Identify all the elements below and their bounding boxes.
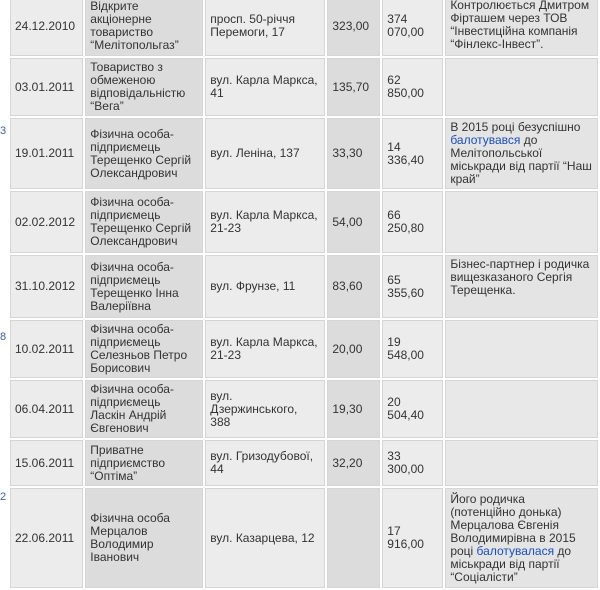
note-cell [445, 191, 598, 253]
table-row [10, 440, 598, 486]
address-cell: вул. Дзержинського, 388 [205, 380, 325, 438]
area-cell: 54,00 [327, 191, 380, 253]
area-cell: 20,00 [327, 320, 380, 378]
note-link[interactable]: балотувався [450, 133, 521, 147]
date-cell: 22.06.2011 [10, 488, 83, 588]
date-cell: 19.01.2011 [10, 118, 83, 189]
date-cell: 06.04.2011 [10, 380, 83, 438]
area-cell: 19,30 [327, 380, 380, 438]
price-cell: 17 916,00 [382, 488, 443, 588]
address-cell: вул. Карла Маркса, 21-23 [205, 191, 325, 253]
note-cell [445, 488, 598, 588]
address-cell: вул. Гризодубової, 44 [205, 440, 325, 486]
date-cell: 10.02.2011 [10, 320, 83, 378]
date-cell: 24.12.2010 [10, 0, 83, 56]
price-cell: 374 070,00 [382, 0, 443, 56]
date-cell: 15.06.2011 [10, 440, 83, 486]
note-text: В 2015 році безуспішно [450, 120, 581, 134]
table-row [10, 380, 598, 438]
area-cell: 83,60 [327, 255, 380, 318]
price-cell: 14 336,40 [382, 118, 443, 189]
address-cell: вул. Леніна, 137 [205, 118, 325, 189]
table-row [10, 118, 598, 189]
note-cell [445, 255, 598, 318]
address-cell: вул. Карла Маркса, 41 [205, 58, 325, 116]
note-cell [445, 440, 598, 486]
table-row [10, 191, 598, 253]
area-cell: 135,70 [327, 58, 380, 116]
note-cell [445, 118, 598, 189]
owner-cell: Фізична особа-підприємець Терещенко Інна Валеріївна [85, 255, 203, 318]
date-cell: 02.02.2012 [10, 191, 83, 253]
area-cell: 323,00 [327, 0, 380, 56]
owner-cell: Фізична особа-підприємець Терещенко Сергій Олександрович [85, 191, 203, 253]
gutter-mark: 2 [0, 491, 7, 503]
note-cell [445, 58, 598, 116]
address-cell: вул. Фрунзе, 11 [205, 255, 325, 318]
owner-cell: Фізична особа-підприємець Терещенко Сергій Олександрович [85, 118, 203, 189]
note-text: Контролюється Дмитром Фірташем через ТОВ “Інвестиційна компанія “Фінлекс-Інвест”. [450, 0, 590, 51]
price-cell: 20 504,40 [382, 380, 443, 438]
note-cell [445, 320, 598, 378]
property-table [8, 0, 600, 590]
price-cell: 65 355,60 [382, 255, 443, 318]
note-text-after: до міськради від партії “Соціалісти” [450, 543, 572, 584]
price-cell: 19 548,00 [382, 320, 443, 378]
owner-cell: Товариство з обмеженою відповідальністю “Вега” [85, 58, 203, 116]
area-cell: 33,30 [327, 118, 380, 189]
owner-cell: Відкрите акціонерне товариство “Мелітопольгаз” [85, 0, 203, 56]
note-cell [445, 0, 598, 56]
price-cell: 33 300,00 [382, 440, 443, 486]
note-cell [445, 380, 598, 438]
note-text: Бізнес-партнер і родичка вищезказаного Сергія Терещенка. [450, 257, 590, 297]
date-cell: 31.10.2012 [10, 255, 83, 318]
address-cell: вул. Казарцева, 12 [205, 488, 325, 588]
table-row [10, 488, 598, 588]
note-text: Його родичка (потенційно донька) Мерцалова Євгенія Володимирівна в 2015 році [450, 491, 576, 558]
table-row [10, 58, 598, 116]
address-cell: просп. 50-річчя Перемоги, 17 [205, 0, 325, 56]
gutter-mark: 3 [0, 125, 7, 137]
area-cell: 32,20 [327, 440, 380, 486]
price-cell: 66 250,80 [382, 191, 443, 253]
owner-cell: Фізична особа Мерцалов Володимир Іванович [85, 488, 203, 588]
address-cell: вул. Карла Маркса, 21-23 [205, 320, 325, 378]
date-cell: 03.01.2011 [10, 58, 83, 116]
table-row [10, 320, 598, 378]
area-cell [327, 488, 380, 588]
owner-cell: Фізична особа-підприємець Селезньов Петро Борисович [85, 320, 203, 378]
table-row [10, 255, 598, 318]
table-row [10, 0, 598, 56]
note-link[interactable]: балотувалася [476, 543, 555, 558]
price-cell: 62 850,00 [382, 58, 443, 116]
note-text-after: до Мелітопольської міськради від партії “Наш край” [450, 133, 592, 186]
gutter-mark: 8 [0, 331, 7, 343]
owner-cell: Фізична особа-підприємець Ласкін Андрій Євгенович [85, 380, 203, 438]
table-body [10, 0, 598, 588]
owner-cell: Приватне підприємство “Оптіма” [85, 440, 203, 486]
